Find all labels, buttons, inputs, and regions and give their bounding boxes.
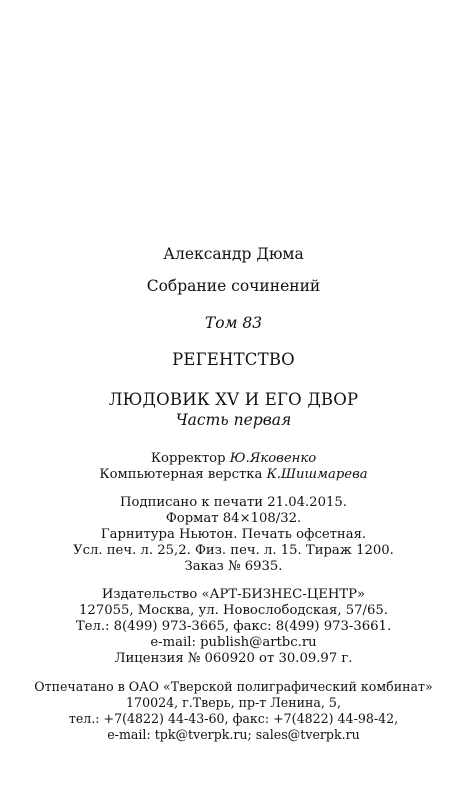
corrector-label: Корректор [150,451,226,466]
publisher-line: 127055, Москва, ул. Новослободская, 57/65. [79,603,388,618]
publisher-line: Издательство «АРТ-БИЗНЕС-ЦЕНТР» [101,587,366,602]
print-info-line: Усл. печ. л. 25,2. Физ. печ. л. 15. Тираж 1200. [73,543,394,558]
publisher-line: Лицензия № 060920 от 30.09.97 г. [114,651,353,666]
volume-number: Том 83 [204,314,263,332]
series-title: РЕГЕНТСТВО [172,350,295,369]
print-info-line: Заказ № 6935. [184,559,283,574]
author-name: Александр Дюма [163,245,304,263]
collection-title: Собрание сочинений [146,277,321,295]
book-title: ЛЮДОВИК XV И ЕГО ДВОР [108,390,359,409]
layout-label: Компьютерная верстка [99,467,263,482]
printer-line: Отпечатано в ОАО «Тверской полиграфический комбинат» [34,679,433,694]
printer-line: e-mail: tpk@tverpk.ru; sales@tverpk.ru [107,727,360,742]
corrector-name: Ю.Яковенко [229,451,317,466]
part-title: Часть первая [175,411,292,429]
print-info-line: Подписано к печати 21.04.2015. [120,495,347,510]
layout-credit [0,467,467,483]
print-info-line: Гарнитура Ньютон. Печать офсетная. [100,527,367,542]
publisher-line: Тел.: 8(499) 973-3665, факс: 8(499) 973-3661. [75,619,392,634]
layout-name: К.Шишмарева [266,467,368,482]
print-info-line: Формат 84×108/32. [165,511,302,526]
printer-line: тел.: +7(4822) 44-43-60, факс: +7(4822) 44-98-42, [68,711,399,726]
publisher-line: e-mail: publish@artbc.ru [150,635,317,650]
corrector-credit [0,451,467,467]
printer-line: 170024, г.Тверь, пр-т Ленина, 5, [126,695,341,710]
